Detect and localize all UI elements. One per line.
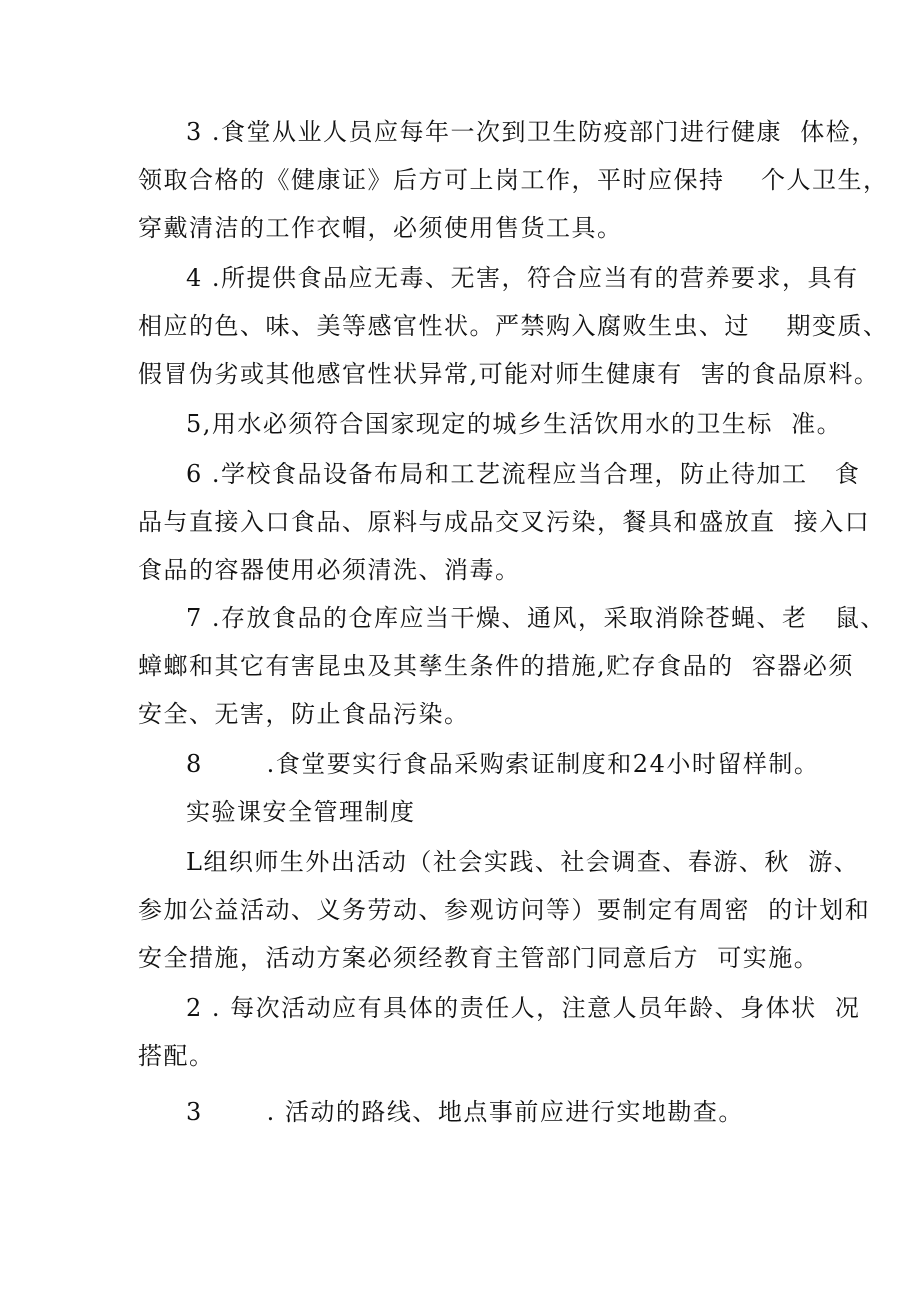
text-line: 7 .存放食品的仓库应当干燥、通风，采取消除苍蝇、老 鼠、: [186, 604, 886, 632]
text-line: L组织师生外出活动（社会实践、社会调查、春游、秋 游、: [186, 848, 860, 876]
text-line: 搭配。: [138, 1042, 215, 1070]
text-line: 5,用水必须符合国家现定的城乡生活饮用水的卫生标 准。: [186, 410, 843, 438]
text-line: 品与直接入口食品、原料与成品交叉污染，餐具和盛放直 接入口: [138, 508, 871, 536]
text-line: 安全、无害，防止食品污染。: [138, 700, 470, 728]
text-line: 相应的色、味、美等感官性状。严禁购入腐败生虫、过 期变质、: [138, 312, 889, 340]
text-line: 3 .食堂从业人员应每年一次到卫生防疫部门进行健康 体检，: [186, 118, 877, 146]
text-line: 6 .学校食品设备布局和工艺流程应当合理，防止待加工 食: [186, 460, 861, 488]
text-line: 参加公益活动、义务劳动、参观访问等）要制定有周密 的计划和: [138, 896, 871, 924]
text-line: 蟑螂和其它有害昆虫及其孳生条件的措施,贮存食品的 容器必须: [138, 652, 854, 680]
text-line: 安全措施，活动方案必须经教育主管部门同意后方 可实施。: [138, 944, 820, 972]
text-line: 食品的容器使用必须清洗、消毒。: [138, 556, 521, 584]
text-line: 8 .食堂要实行食品采购索证制度和24小时留样制。: [186, 750, 820, 778]
text-line: 2 . 每次活动应有具体的责任人，注意人员年龄、身体状 况: [186, 994, 861, 1022]
text-line: 假冒伪劣或其他感官性状异常,可能对师生健康有 害的食品原料。: [138, 360, 880, 388]
text-line: 3 . 活动的路线、地点事前应进行实地勘查。: [186, 1098, 744, 1126]
text-line: 领取合格的《健康证》后方可上岗工作，平时应保持 个人卫生，: [138, 166, 889, 194]
section-heading: 实验课安全管理制度: [186, 798, 416, 826]
text-line: 穿戴清洁的工作衣帽，必须使用售货工具。: [138, 214, 623, 242]
text-line: 4 .所提供食品应无毒、无害，符合应当有的营养要求，具有: [186, 264, 859, 292]
